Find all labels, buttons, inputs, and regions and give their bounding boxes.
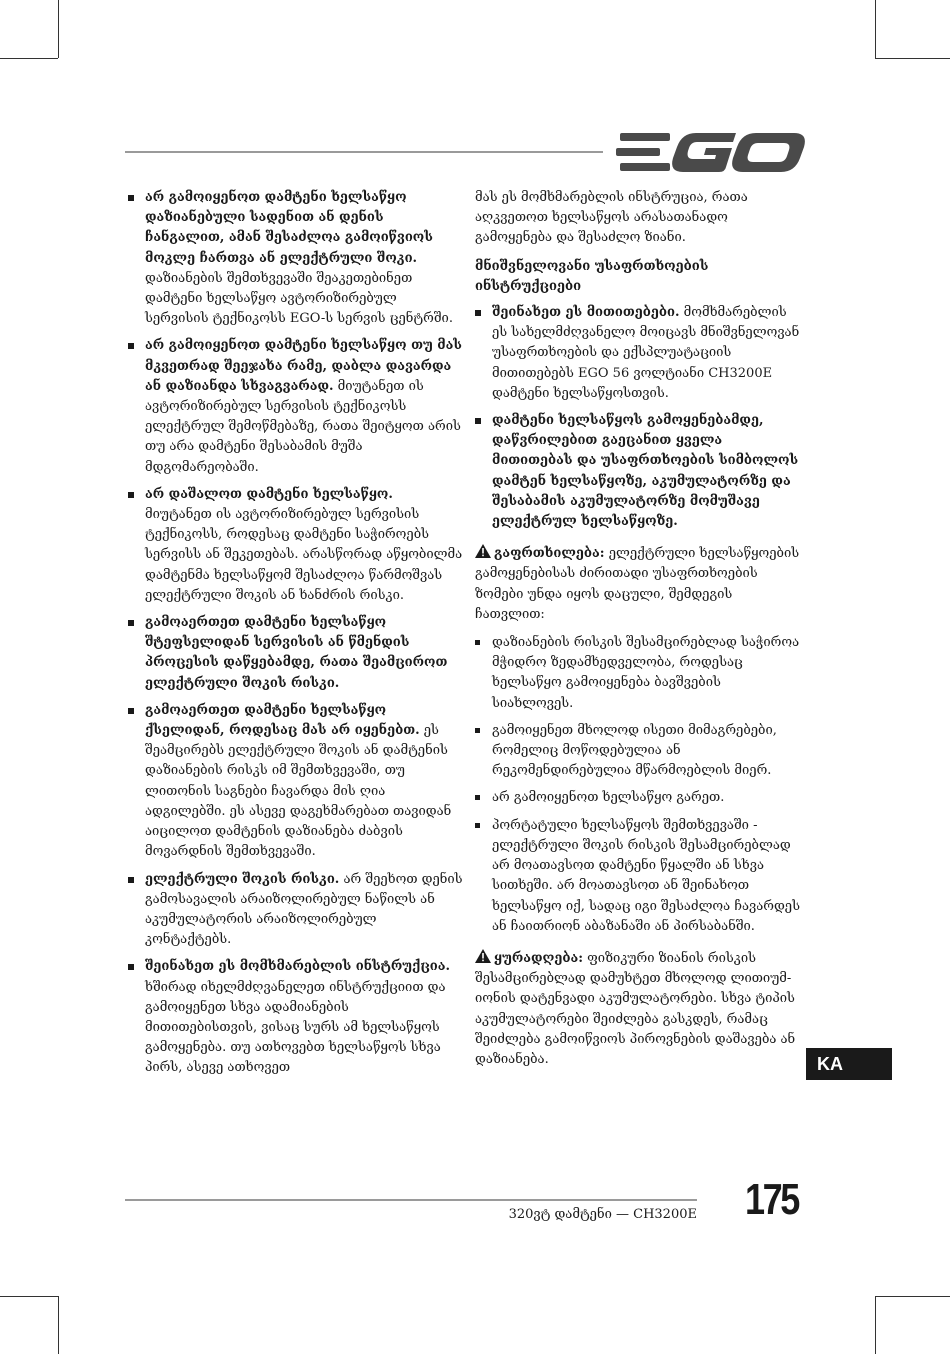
- bullet-icon: [128, 343, 134, 349]
- warning-block: გაფრთხილება: ელექტრული ხელსაწყოების გამოყენებისას ძირითადი უსაფრთხოების ზომები უნდა იყოს დაცული, შემდეგის ჩათვლით:: [475, 546, 800, 622]
- bullet-icon: [128, 708, 134, 714]
- crop-mark: [875, 1296, 950, 1297]
- bullet-icon: [128, 964, 134, 970]
- section-heading: მნიშვნელოვანი უსაფრთხოების ინსტრუქციები: [475, 258, 709, 294]
- right-column: [475, 188, 805, 1078]
- list-item: არ გამოიყენოთ დამტენი ხელსაწყო თუ მას მკვეთრად შეეჯახა რამე, დაბლა დავარდა ან დაზიანდა სხვაგვარად. მიუტანეთ ის ავტორიზირებულ სერვისის ტექნიკოსს ელექტრულ შემოწმებაზე, რათა შეიტყოთ არის თუ არა დამტენი შესაბამის მუშა მდგომარეობაში.: [128, 336, 463, 477]
- list-item: არ გამოიყენოთ დამტენი ხელსაწყო დაზიანებული სადენით ან დენის ჩანგალით, ამან შესაძლოა გამოიწვიოს მოკლე ჩართვა ან ელექტრული შოკი. დაზიანების შემთხვევაში შეაკეთებინეთ დამტენი ხელსაწყო ავტორიზირებულ სერვისის ტექნიკოსს EGO-ს სერვის ცენტრში.: [128, 188, 463, 329]
- bullet-icon: [128, 877, 134, 883]
- crop-mark: [875, 1296, 876, 1354]
- footer-rule: [125, 1199, 697, 1201]
- crop-mark: [0, 1296, 58, 1297]
- bullet-icon: [475, 640, 480, 645]
- bullet-icon: [475, 795, 480, 800]
- bullet-icon: [475, 418, 481, 424]
- list-item: გამოაერთეთ დამტენი ხელსაწყო ქსელიდან, როდესაც მას არ იყენებთ. ეს შეამცირებს ელექტრული შოკის ან დამტენის დაზიანების რისკს იმ შემთხვევაში, თუ ლითონის საგნები ჩავარდა მის ღია ადგილებში. ეს ასევე დაგეხმარებათ თავიდან აიცილოთ დამტენის დაზიანება ძაბვის მოვარდნის შემთხვევაში.: [128, 701, 463, 863]
- page-number: 175: [745, 1175, 798, 1224]
- list-item: გამოიყენეთ მხოლოდ ისეთი მიმაგრებები, რომელიც მოწოდებულია ან რეკომენდირებულია მწარმოებლის მიერ.: [475, 721, 805, 782]
- bullet-icon: [128, 492, 134, 498]
- header-rule: [125, 151, 603, 153]
- crop-mark: [58, 0, 59, 58]
- bullet-icon: [475, 310, 481, 316]
- bullet-icon: [128, 195, 134, 201]
- list-item: დაზიანების რისკის შესამცირებლად საჭიროა მჭიდრო ზედამხედველობა, როდესაც ხელსაწყო გამოიყენება ბავშვების სიახლოვეს.: [475, 633, 805, 714]
- caution-block: ყურადღება: ფიზიკური ზიანის რისკის შესამცირებლად დამუხტეთ მხოლოდ ლითიუმ-იონის დატენვადი აკუმულატორები. სხვა ტიპის აკუმულატორები შეიძლება გასკდეს, რამაც შეიძლება გამოიწვიოს პიროვნების დაშავება ან დაზიანება.: [475, 950, 796, 1067]
- list-item: გამოაერთეთ დამტენი ხელსაწყო შტეფსელიდან სერვისის ან წმენდის პროცესის დაწყებამდე, რათა შეამციროთ ელექტრული შოკის რისკი.: [128, 613, 463, 694]
- list-item: შეინახეთ ეს მომხმარებლის ინსტრუქცია. ხშირად იხელმძღვანელეთ ინსტრუქციით და გამოიყენეთ სხვა ადამიანების მითითებისთვის, ვისაც სურს ამ ხელსაწყოს გამოყენება. თუ ათხოვებთ ხელსაწყოს სხვა პირს, ასევე ათხოვეთ: [128, 957, 463, 1078]
- bullet-icon: [475, 728, 480, 733]
- ego-logo: [616, 130, 806, 174]
- language-tab: KA: [806, 1048, 892, 1080]
- crop-mark: [0, 58, 58, 59]
- left-column: [128, 188, 463, 1086]
- list-item: არ დაშალოთ დამტენი ხელსაწყო. მიუტანეთ ის ავტორიზირებულ სერვისის ტექნიკოსს, როდესაც დამტენი საჭიროებს სერვისს ან შეკეთებას. არასწორად აწყობილმა დამტენმა ხელსაწყომ შესაძლოა წარმოშვას ელექტრული შოკის ან ხანძრის რისკი.: [128, 485, 463, 606]
- warning-triangle-icon: [475, 949, 491, 963]
- bullet-icon: [128, 620, 134, 626]
- crop-mark: [875, 58, 950, 59]
- crop-mark: [875, 0, 876, 58]
- footer-title: 320ვტ დამტენი — CH3200E: [508, 1207, 697, 1222]
- continuation-text: მას ეს მომხმარებლის ინსტრუცია, რათა აღკვეთოთ ხელსაწყოს არასათანადო გამოყენება და შესაძლო ზიანი.: [475, 190, 748, 246]
- list-item: დამტენი ხელსაწყოს გამოყენებამდე, დაწვრილებით გაეცანით ყველა მითითებას და უსაფრთხოების სიმბოლოს დამტენ ხელსაწყოზე, აკუმულატორზე და შესაბამის აკუმულატორზე მომუშავე ელექტრულ ხელსაწყოზე.: [475, 411, 805, 532]
- list-item: შეინახეთ ეს მითითებები. მომხმარებლის ეს სახელმძღვანელო მოიცავს მნიშვნელოვან უსაფრთხოების და ექსპლუატაციის მითითებებს EGO 56 ვოლტიანი CH3200E დამტენი ხელსაწყოსთვის.: [475, 303, 805, 404]
- list-item: არ გამოიყენოთ ხელსაწყო გარეთ.: [475, 788, 805, 808]
- list-item: ელექტრული შოკის რისკი. არ შეეხოთ დენის გამოსავალის არაიზოლირებულ ნაწილს ან აკუმულატორის არაიზოლირებულ კონტაქტებს.: [128, 870, 463, 951]
- warning-triangle-icon: [475, 544, 491, 558]
- crop-mark: [58, 1296, 59, 1354]
- bullet-icon: [475, 823, 480, 828]
- list-item: პორტატული ხელსაწყოს შემთხვევაში - ელექტრული შოკის რისკის შესამცირებლად არ მოათავსოთ დამტენი წყალში ან სხვა სითხეში. არ მოათავსოთ ან შეინახოთ ხელსაწყო იქ, სადაც იგი შესაძლოა ჩავარდეს ან ჩაითრიონ აბაზანაში ან პირსაბანში.: [475, 816, 805, 937]
